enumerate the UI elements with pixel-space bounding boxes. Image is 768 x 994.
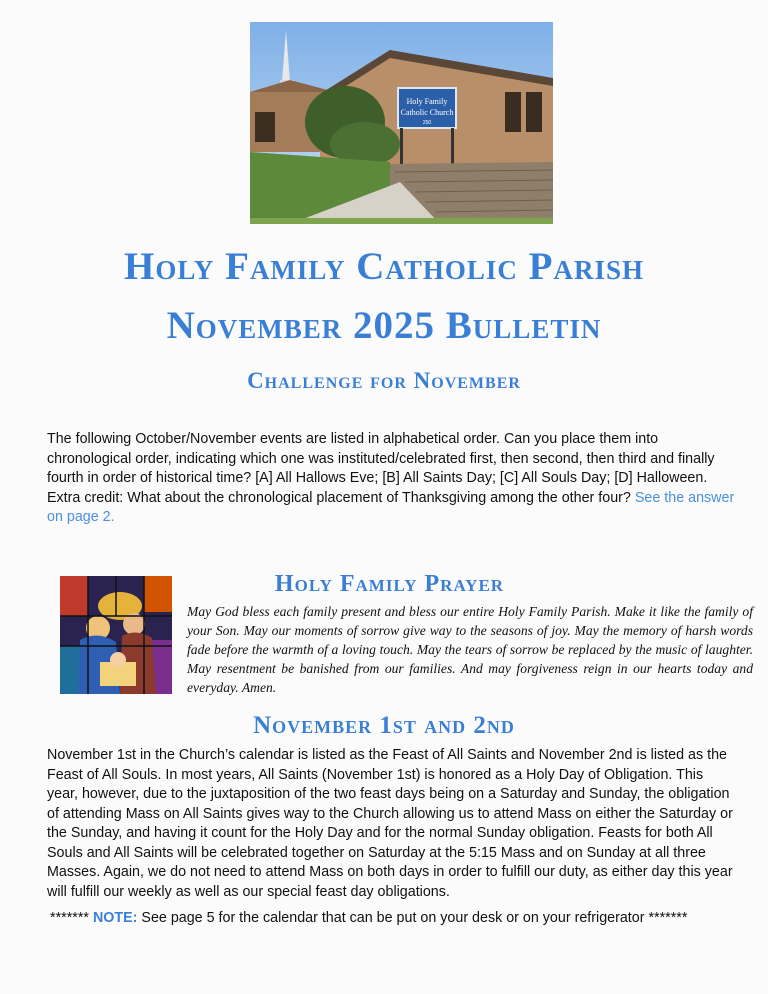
prayer-heading: Holy Family Prayer bbox=[274, 571, 505, 597]
challenge-text: The following October/November events are listed in alphabetical order. Can you place them into chronological order, indicating which one was instituted/celebrated first, then second, then third and finally fourth in order of historical time? [A] All Hallows Eve; [B] All Saints Day; [C] All Souls Day; [D] Halloween. Extra credit: What about the chronological placement of Thanksgiving among the other four? bbox=[47, 431, 715, 506]
note-label: NOTE: bbox=[92, 910, 138, 926]
answer-link[interactable]: See the answer on page 2. bbox=[47, 489, 735, 525]
parish-title: Holy Family Catholic Parish bbox=[124, 245, 644, 288]
note-text: See page 5 for the calendar that can be put on your desk or on your refrigerator bbox=[141, 910, 645, 926]
challenge-paragraph bbox=[47, 430, 737, 528]
sign-number: 250 bbox=[422, 120, 432, 126]
bulletin-title: November 2025 Bulletin bbox=[166, 304, 602, 347]
note-line bbox=[50, 910, 750, 926]
november-paragraph: November 1st in the Church’s calendar is listed as the Feast of All Saints and November 2nd is listed as the Feast of All Souls. In most years, All Saints (November 1st) is honored as a Holy Day of Obligation. This year, however, due to the juxtaposition of the two feast days being on a Saturday and Sunday, the obligation of attending Mass on All Saints gives way to the Church allowing us to attend Mass on either the Saturday or the Sunday, and having it count for the Holy Day and for the normal Sunday obligation. Feasts for both All Souls and All Saints will be celebrated together on Saturday at the 5:15 Mass and on Sunday at all three Masses. Again, we do not need to attend Mass on both days in order to fulfill our duty, as either day this year will fulfill our weekly as well as our special feast day obligations. bbox=[47, 747, 733, 900]
sign-line2: Catholic Church bbox=[400, 108, 454, 117]
november-heading: November 1st and 2nd bbox=[253, 712, 515, 739]
sign-line1: Holy Family bbox=[406, 97, 448, 106]
prayer-text: May God bless each family present and bless our entire Holy Family Parish. Make it like the family of your Son. May our moments of sorrow give way to the seasons of joy. May the memory of harsh words fade before the warmth of a loving touch. May the tears of sorrow be replaced by the music of laughter. May resentment be banished from our families. And may forgiveness reign in our hearts today and everyday. Amen. bbox=[187, 604, 753, 695]
church-photo bbox=[250, 22, 553, 224]
challenge-heading: Challenge for November bbox=[247, 368, 521, 393]
stained-glass-image bbox=[60, 576, 172, 694]
note-stars-left: ******* bbox=[50, 910, 89, 926]
note-stars-right: ******* bbox=[648, 910, 688, 926]
